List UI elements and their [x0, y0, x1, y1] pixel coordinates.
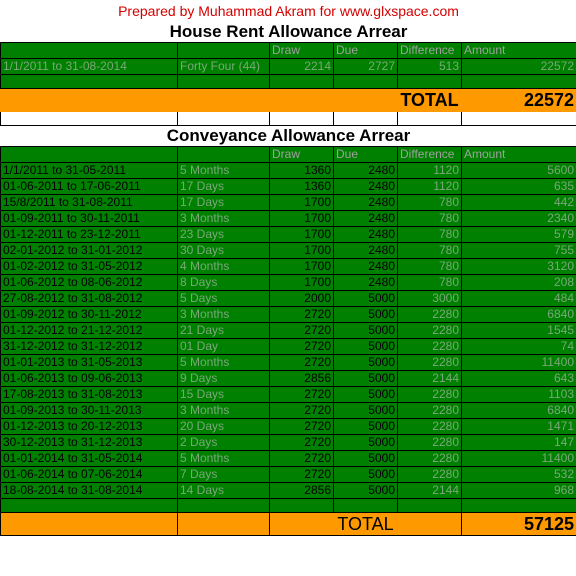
- period-cell[interactable]: 01-06-2012 to 08-06-2012: [1, 275, 178, 291]
- amount-cell[interactable]: 532: [462, 467, 576, 483]
- due-cell[interactable]: 5000: [334, 355, 398, 371]
- duration-cell[interactable]: 9 Days: [178, 371, 270, 387]
- draw-cell[interactable]: 1700: [270, 259, 334, 275]
- due-cell[interactable]: 5000: [334, 483, 398, 499]
- due-cell[interactable]: 2480: [334, 179, 398, 195]
- cell[interactable]: [270, 499, 334, 513]
- difference-cell[interactable]: 2144: [398, 371, 462, 387]
- draw-cell[interactable]: 2720: [270, 323, 334, 339]
- ca-total-label[interactable]: TOTAL: [270, 513, 462, 536]
- blank-row: [1, 75, 576, 89]
- draw-cell[interactable]: 2720: [270, 467, 334, 483]
- duration-cell[interactable]: 3 Months: [178, 211, 270, 227]
- cell[interactable]: [1, 499, 178, 513]
- cell[interactable]: [1, 513, 178, 536]
- blank-row: [1, 499, 576, 513]
- draw-cell[interactable]: 2720: [270, 387, 334, 403]
- difference-cell[interactable]: 2280: [398, 451, 462, 467]
- due-cell[interactable]: 2480: [334, 195, 398, 211]
- draw-cell[interactable]: 2720: [270, 419, 334, 435]
- table-row: [1, 59, 576, 75]
- period-cell[interactable]: 01-06-2014 to 07-06-2014: [1, 467, 178, 483]
- duration-cell[interactable]: 3 Months: [178, 307, 270, 323]
- difference-cell[interactable]: 1120: [398, 179, 462, 195]
- due-cell[interactable]: 2480: [334, 243, 398, 259]
- difference-cell[interactable]: 2144: [398, 483, 462, 499]
- table-row: [1, 339, 576, 355]
- due-cell[interactable]: 5000: [334, 467, 398, 483]
- cell[interactable]: [178, 112, 270, 126]
- draw-cell[interactable]: 2720: [270, 307, 334, 323]
- amount-cell[interactable]: 968: [462, 483, 576, 499]
- col-header-due[interactable]: Due: [334, 43, 398, 59]
- amount-cell[interactable]: 442: [462, 195, 576, 211]
- hra-heading: House Rent Allowance Arrear: [1, 22, 576, 43]
- table-row: [1, 227, 576, 243]
- duration-cell[interactable]: 23 Days: [178, 227, 270, 243]
- difference-cell[interactable]: 2280: [398, 387, 462, 403]
- duration-cell[interactable]: 15 Days: [178, 387, 270, 403]
- duration-cell[interactable]: 5 Days: [178, 291, 270, 307]
- draw-cell[interactable]: 1700: [270, 227, 334, 243]
- hra-total-row: [1, 89, 576, 112]
- ca-header-row: [1, 147, 576, 163]
- period-cell[interactable]: 01-01-2014 to 31-05-2014: [1, 451, 178, 467]
- duration-cell[interactable]: 5 Months: [178, 451, 270, 467]
- hra-total-value[interactable]: 22572: [462, 89, 576, 112]
- cell[interactable]: [1, 75, 178, 89]
- cell[interactable]: [178, 43, 270, 59]
- cell[interactable]: [398, 112, 462, 126]
- duration-cell[interactable]: 3 Months: [178, 403, 270, 419]
- table-row: [1, 195, 576, 211]
- due-cell[interactable]: 5000: [334, 291, 398, 307]
- difference-cell[interactable]: 780: [398, 195, 462, 211]
- difference-cell[interactable]: 3000: [398, 291, 462, 307]
- due-cell[interactable]: 5000: [334, 307, 398, 323]
- due-cell[interactable]: 5000: [334, 339, 398, 355]
- table-row: [1, 467, 576, 483]
- difference-cell[interactable]: 2280: [398, 355, 462, 371]
- due-cell[interactable]: 5000: [334, 403, 398, 419]
- amount-cell[interactable]: 22572: [462, 59, 576, 75]
- amount-cell[interactable]: 1103: [462, 387, 576, 403]
- due-cell[interactable]: 5000: [334, 419, 398, 435]
- due-cell[interactable]: 5000: [334, 451, 398, 467]
- period-cell[interactable]: 15/8/2011 to 31-08-2011: [1, 195, 178, 211]
- cell[interactable]: [462, 499, 576, 513]
- duration-cell[interactable]: 20 Days: [178, 419, 270, 435]
- period-cell[interactable]: 01-01-2013 to 31-05-2013: [1, 355, 178, 371]
- difference-cell[interactable]: 2280: [398, 419, 462, 435]
- duration-cell[interactable]: 7 Days: [178, 467, 270, 483]
- draw-cell[interactable]: 2720: [270, 403, 334, 419]
- table-row: [1, 275, 576, 291]
- amount-cell[interactable]: 6840: [462, 307, 576, 323]
- draw-cell[interactable]: 2720: [270, 451, 334, 467]
- amount-cell[interactable]: 635: [462, 179, 576, 195]
- amount-cell[interactable]: 1471: [462, 419, 576, 435]
- due-cell[interactable]: 5000: [334, 435, 398, 451]
- cell[interactable]: [178, 499, 270, 513]
- amount-cell[interactable]: 1545: [462, 323, 576, 339]
- draw-cell[interactable]: 2214: [270, 59, 334, 75]
- cell[interactable]: [334, 112, 398, 126]
- table-row: [1, 211, 576, 227]
- cell[interactable]: [334, 75, 398, 89]
- col-header-draw[interactable]: Draw: [270, 147, 334, 163]
- amount-cell[interactable]: 579: [462, 227, 576, 243]
- difference-cell[interactable]: 2280: [398, 403, 462, 419]
- ca-heading-row: [1, 126, 576, 147]
- due-cell[interactable]: 2480: [334, 275, 398, 291]
- duration-cell[interactable]: 2 Days: [178, 435, 270, 451]
- due-cell[interactable]: 2727: [334, 59, 398, 75]
- cell[interactable]: [178, 147, 270, 163]
- amount-cell[interactable]: 11400: [462, 451, 576, 467]
- cell[interactable]: [178, 513, 270, 536]
- period-cell[interactable]: 01-12-2011 to 23-12-2011: [1, 227, 178, 243]
- difference-cell[interactable]: 2280: [398, 307, 462, 323]
- due-cell[interactable]: 2480: [334, 259, 398, 275]
- amount-cell[interactable]: 5600: [462, 163, 576, 179]
- draw-cell[interactable]: 2720: [270, 355, 334, 371]
- draw-cell[interactable]: 1360: [270, 179, 334, 195]
- ca-heading: Conveyance Allowance Arrear: [1, 126, 576, 147]
- ca-rows: [1, 163, 576, 499]
- cell[interactable]: [1, 89, 398, 112]
- duration-cell[interactable]: 21 Days: [178, 323, 270, 339]
- draw-cell[interactable]: 1700: [270, 211, 334, 227]
- amount-cell[interactable]: 484: [462, 291, 576, 307]
- period-cell[interactable]: 1/1/2011 to 31-08-2014: [1, 59, 178, 75]
- duration-cell[interactable]: 30 Days: [178, 243, 270, 259]
- table-row: [1, 387, 576, 403]
- duration-cell[interactable]: 4 Months: [178, 259, 270, 275]
- amount-cell[interactable]: 208: [462, 275, 576, 291]
- difference-cell[interactable]: 2280: [398, 435, 462, 451]
- due-cell[interactable]: 5000: [334, 387, 398, 403]
- difference-cell[interactable]: 1120: [398, 163, 462, 179]
- difference-cell[interactable]: 2280: [398, 323, 462, 339]
- amount-cell[interactable]: 11400: [462, 355, 576, 371]
- col-header-difference[interactable]: Difference: [398, 43, 462, 59]
- period-cell[interactable]: 31-12-2012 to 31-12-2012: [1, 339, 178, 355]
- period-cell[interactable]: 1/1/2011 to 31-05-2011: [1, 163, 178, 179]
- cell[interactable]: [1, 112, 178, 126]
- hra-total-label[interactable]: TOTAL: [398, 89, 462, 112]
- table-row: [1, 291, 576, 307]
- table-row: [1, 179, 576, 195]
- hra-header-row: [1, 43, 576, 59]
- due-cell[interactable]: 2480: [334, 211, 398, 227]
- cell[interactable]: [1, 147, 178, 163]
- due-cell[interactable]: 2480: [334, 227, 398, 243]
- table-row: [1, 451, 576, 467]
- period-cell[interactable]: 01-02-2012 to 31-05-2012: [1, 259, 178, 275]
- table-row: [1, 419, 576, 435]
- col-header-amount[interactable]: Amount: [462, 147, 576, 163]
- due-cell[interactable]: 5000: [334, 323, 398, 339]
- col-header-difference[interactable]: Difference: [398, 147, 462, 163]
- cell[interactable]: [462, 112, 576, 126]
- page-title: Prepared by Muhammad Akram for www.glxspace.com: [118, 3, 459, 19]
- period-cell[interactable]: 01-12-2013 to 20-12-2013: [1, 419, 178, 435]
- cell[interactable]: [398, 75, 462, 89]
- draw-cell[interactable]: 2720: [270, 435, 334, 451]
- title-row: [1, 0, 576, 22]
- draw-cell[interactable]: 1360: [270, 163, 334, 179]
- period-cell[interactable]: 30-12-2013 to 31-12-2013: [1, 435, 178, 451]
- difference-cell[interactable]: 780: [398, 275, 462, 291]
- cell[interactable]: [1, 43, 178, 59]
- amount-cell[interactable]: 74: [462, 339, 576, 355]
- amount-cell[interactable]: 2340: [462, 211, 576, 227]
- table-row: [1, 323, 576, 339]
- period-cell[interactable]: 01-09-2011 to 30-11-2011: [1, 211, 178, 227]
- difference-cell[interactable]: 780: [398, 211, 462, 227]
- period-cell[interactable]: 01-09-2013 to 30-11-2013: [1, 403, 178, 419]
- col-header-amount[interactable]: Amount: [462, 43, 576, 59]
- blank-row: [1, 112, 576, 126]
- duration-cell[interactable]: 14 Days: [178, 483, 270, 499]
- table-row: [1, 163, 576, 179]
- draw-cell[interactable]: 2000: [270, 291, 334, 307]
- duration-cell[interactable]: 01 Day: [178, 339, 270, 355]
- draw-cell[interactable]: 1700: [270, 275, 334, 291]
- due-cell[interactable]: 2480: [334, 163, 398, 179]
- difference-cell[interactable]: 780: [398, 227, 462, 243]
- amount-cell[interactable]: 643: [462, 371, 576, 387]
- duration-cell[interactable]: 17 Days: [178, 179, 270, 195]
- col-header-draw[interactable]: Draw: [270, 43, 334, 59]
- draw-cell[interactable]: 2720: [270, 339, 334, 355]
- col-header-due[interactable]: Due: [334, 147, 398, 163]
- cell[interactable]: [270, 75, 334, 89]
- due-cell[interactable]: 5000: [334, 371, 398, 387]
- ca-total-row: [1, 513, 576, 536]
- duration-cell[interactable]: Forty Four (44): [178, 59, 270, 75]
- table-row: [1, 435, 576, 451]
- amount-cell[interactable]: 755: [462, 243, 576, 259]
- period-cell[interactable]: 18-08-2014 to 31-08-2014: [1, 483, 178, 499]
- table-row: [1, 371, 576, 387]
- table-row: [1, 259, 576, 275]
- draw-cell[interactable]: 2856: [270, 483, 334, 499]
- cell[interactable]: [462, 75, 576, 89]
- cell[interactable]: [334, 499, 398, 513]
- table-row: [1, 243, 576, 259]
- difference-cell[interactable]: 780: [398, 243, 462, 259]
- period-cell[interactable]: 01-06-2011 to 17-06-2011: [1, 179, 178, 195]
- cell[interactable]: [398, 499, 462, 513]
- table-row: [1, 307, 576, 323]
- period-cell[interactable]: 01-12-2012 to 21-12-2012: [1, 323, 178, 339]
- duration-cell[interactable]: 17 Days: [178, 195, 270, 211]
- duration-cell[interactable]: 8 Days: [178, 275, 270, 291]
- cell[interactable]: [270, 112, 334, 126]
- table-row: [1, 403, 576, 419]
- period-cell[interactable]: 01-09-2012 to 30-11-2012: [1, 307, 178, 323]
- amount-cell[interactable]: 147: [462, 435, 576, 451]
- draw-cell[interactable]: 1700: [270, 195, 334, 211]
- table-row: [1, 483, 576, 499]
- duration-cell[interactable]: 5 Months: [178, 355, 270, 371]
- hra-heading-row: [1, 22, 576, 43]
- period-cell[interactable]: 17-08-2013 to 31-08-2013: [1, 387, 178, 403]
- difference-cell[interactable]: 513: [398, 59, 462, 75]
- amount-cell[interactable]: 3120: [462, 259, 576, 275]
- table-row: [1, 355, 576, 371]
- amount-cell[interactable]: 6840: [462, 403, 576, 419]
- ca-total-value[interactable]: 57125: [462, 513, 576, 536]
- difference-cell[interactable]: 780: [398, 259, 462, 275]
- duration-cell[interactable]: 5 Months: [178, 163, 270, 179]
- period-cell[interactable]: 01-06-2013 to 09-06-2013: [1, 371, 178, 387]
- difference-cell[interactable]: 2280: [398, 467, 462, 483]
- period-cell[interactable]: 27-08-2012 to 31-08-2012: [1, 291, 178, 307]
- period-cell[interactable]: 02-01-2012 to 31-01-2012: [1, 243, 178, 259]
- draw-cell[interactable]: 1700: [270, 243, 334, 259]
- draw-cell[interactable]: 2856: [270, 371, 334, 387]
- cell[interactable]: [178, 75, 270, 89]
- difference-cell[interactable]: 2280: [398, 339, 462, 355]
